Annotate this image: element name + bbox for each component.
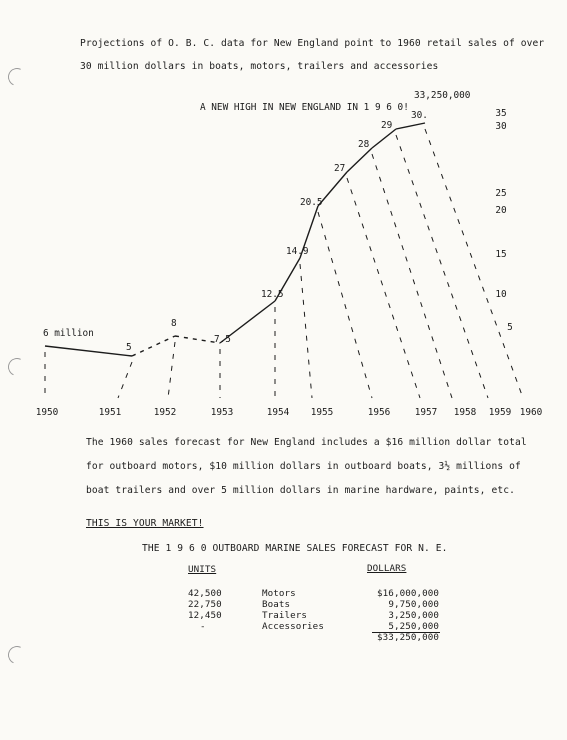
chart-x-label: 1954 (266, 407, 290, 418)
chart-line-segment (396, 123, 425, 129)
dollars-header: DOLLARS (367, 563, 407, 574)
table-row-dollars: 5,250,000 (388, 621, 439, 632)
chart-x-label: 1959 (488, 407, 512, 418)
chart-point-label: 28 (358, 139, 370, 150)
chart-x-label: 1958 (453, 407, 477, 418)
chart-line-segment (347, 148, 372, 172)
chart-point-label: 5 (126, 342, 132, 353)
chart-point-label: 8 (171, 318, 177, 329)
chart-x-labels (36, 407, 543, 418)
chart-point-label: 20.5 (300, 197, 323, 208)
chart-y-scale-label: 30 (495, 121, 507, 132)
chart-y-scale-label: 5 (507, 322, 513, 333)
chart-title: A NEW HIGH IN NEW ENGLAND IN 1 9 6 0! (200, 102, 409, 113)
chart-x-label: 1960 (519, 407, 543, 418)
chart-point-label: 30. (411, 110, 428, 121)
chart-line-segment (372, 129, 396, 148)
chart-y-scale-label: 25 (495, 188, 507, 199)
chart-main-line (45, 123, 425, 356)
chart-guide-lines (45, 129, 523, 398)
chart-point-labels (43, 110, 428, 353)
chart-total-label: 33,250,000 (414, 90, 471, 101)
chart-guide-line (372, 154, 452, 398)
chart-line-segment (132, 336, 175, 356)
table-title: THE 1 9 6 0 OUTBOARD MARINE SALES FORECAST FOR N. E. (142, 543, 448, 554)
chart-guide-line (118, 362, 132, 398)
chart-y-scale-label: 35 (495, 108, 507, 119)
chart-y-scale-labels (495, 108, 512, 333)
table-row-dollars: $16,000,000 (377, 588, 439, 599)
chart-x-label: 1955 (310, 407, 334, 418)
intro-line-1: Projections of O. B. C. data for New England point to 1960 retail sales of over (80, 38, 545, 49)
body-line-3: boat trailers and over 5 million dollars in marine hardware, paints, etc. (86, 485, 515, 496)
chart-x-label: 1951 (98, 407, 122, 418)
chart-line-segment (45, 346, 132, 356)
chart-point-label: 14.9 (286, 246, 309, 257)
table-total: $33,250,000 (377, 632, 439, 643)
chart-x-label: 1957 (414, 407, 438, 418)
chart-point-label: 29 (381, 120, 393, 131)
intro-line-2: 30 million dollars in boats, motors, trailers and accessories (80, 61, 439, 72)
body-line-2: for outboard motors, $10 million dollars in outboard boats, 3½ millions of (86, 461, 521, 472)
table-row-item: Trailers (262, 610, 308, 621)
units-header: UNITS (188, 564, 217, 575)
chart-guide-line (347, 178, 420, 398)
table-row-units: - (200, 621, 206, 632)
table-row-item: Accessories (262, 621, 324, 632)
chart-point-label: 6 million (43, 328, 94, 339)
chart-guide-line (300, 264, 312, 398)
chart-x-label: 1952 (153, 407, 177, 418)
table-row-units: 42,500 (188, 588, 222, 599)
chart-x-label: 1950 (35, 407, 59, 418)
market-heading: THIS IS YOUR MARKET! (86, 518, 204, 529)
chart-y-scale-label: 20 (495, 205, 507, 216)
table-row-item: Boats (262, 599, 291, 610)
table-row-dollars: 9,750,000 (388, 599, 439, 610)
table-row-item: Motors (262, 588, 296, 599)
table-row-dollars: 3,250,000 (388, 610, 439, 621)
chart-guide-line (168, 342, 175, 398)
table-row-units: 12,450 (188, 610, 222, 621)
chart-guide-line (425, 129, 523, 398)
chart-point-label: 12.5 (261, 289, 284, 300)
chart-x-label: 1953 (210, 407, 234, 418)
body-line-1: The 1960 sales forecast for New England includes a $16 million dollar total (86, 437, 527, 448)
chart-guide-line (318, 212, 372, 398)
table-row-units: 22,750 (188, 599, 222, 610)
chart-x-label: 1956 (367, 407, 391, 418)
chart-point-label: 7.5 (214, 334, 231, 345)
chart-y-scale-label: 10 (495, 289, 507, 300)
chart-point-label: 27 (334, 163, 346, 174)
binder-hole-bottom (5, 643, 28, 666)
chart-y-scale-label: 15 (495, 249, 507, 260)
